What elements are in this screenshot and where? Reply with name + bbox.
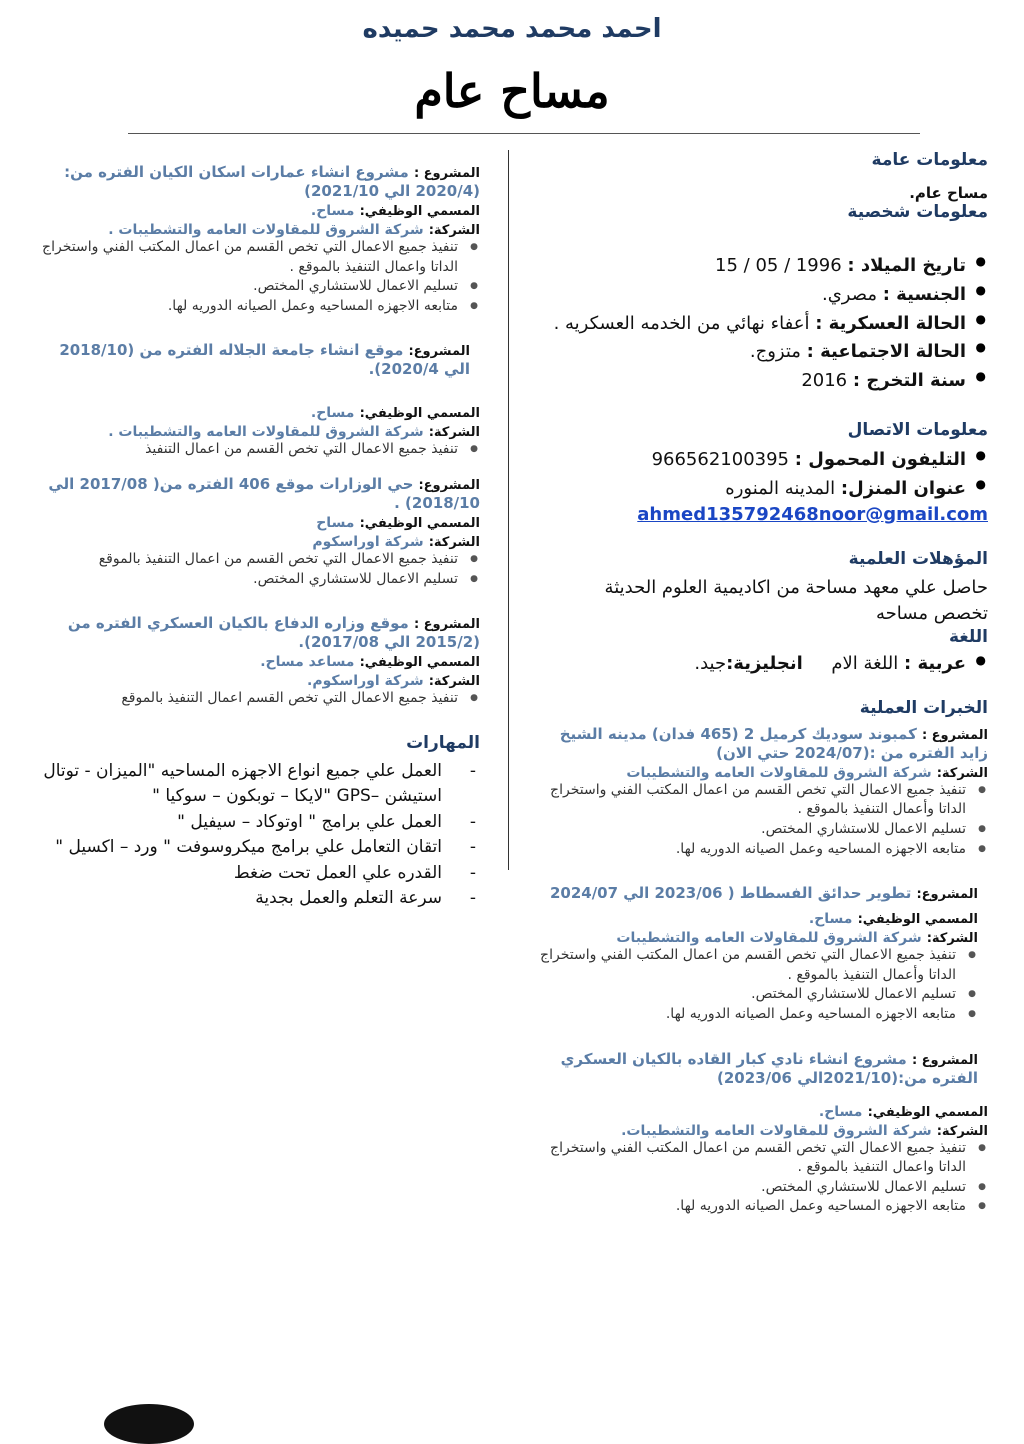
task-item: ● تنفيذ جميع الاعمال التي تخص القسم من اعمال التنفيذ بالموقع <box>40 550 480 570</box>
header-divider <box>128 133 920 134</box>
task-item: ● تسليم الاعمال للاستشاري المختص. <box>538 820 988 840</box>
language-item: ● عربية : اللغة الام انجليزية:جيد. <box>538 653 988 674</box>
language-heading: اللغة <box>948 626 988 647</box>
experience-entry: المشروع: موقع انشاء جامعة الجلاله الفتره من (2018/10 الي 2020/4). المسمي الوظيفي: مساح. الشركة: شركة الشروق للمقاولات العامه والتشطيبات . ● تنفيذ جميع الاعمال التي تخص القسم من اعمال التنفيذ <box>40 340 480 460</box>
candidate-name: احمد محمد محمد حميده <box>362 14 662 44</box>
task-item: ● تسليم الاعمال للاستشاري المختص. <box>40 277 480 297</box>
task-item: ● تسليم الاعمال للاستشاري المختص. <box>538 985 978 1005</box>
experience-entry: المشروع : مشروع انشاء عمارات اسكان الكيان الفتره من: (2020/4 الي 2021/10) المسمي الوظيفي: مساح. الشركة: شركة الشروق للمقاولات العامه والتشطيبات . ● تنفيذ جميع الاعمال التي تخص القسم من اعمال المكتب الفني واستخراج الداتا واعمال التنفيذ بالموقع . ● تسليم الاعمال للاستشاري المختص. ● متابعه الاجهزه المساحيه وعمل الصيانه الدوريه لها. <box>40 162 480 316</box>
experience-entry: المشروع: تطوير حدائق الفسطاط ( 2023/06 الي 2024/07 المسمي الوظيفي: مساح. الشركة: شركة الشروق للمقاولات العامه والتشطيبات ● تنفيذ جميع الاعمال التي تخص القسم من اعمال المكتب الفني واستخراج الداتا وأعمال التنفيذ بالموقع . ● تسليم الاعمال للاستشاري المختص. ● متابعه الاجهزه المساحيه وعمل الصيانه الدوريه لها. <box>538 883 988 1024</box>
list-item: ● الحالة العسكرية : أعفاء نهائي من الخدمه العسكريه . <box>538 310 988 339</box>
column-divider <box>508 150 509 870</box>
contact-heading: معلومات الاتصال <box>847 419 988 440</box>
personal-info-heading: معلومات شخصية <box>847 202 988 222</box>
task-item: ● متابعه الاجهزه المساحيه وعمل الصيانه الدوريه لها. <box>40 297 480 317</box>
qualifications-text: حاصل علي معهد مساحة من اكاديمية العلوم الحديثة تخصص مساحه <box>604 576 988 624</box>
list-item: - سرعة التعلم والعمل بجدية <box>40 886 480 912</box>
page-corner-shape <box>104 1404 194 1444</box>
task-item: ● تنفيذ جميع الاعمال التي تخص القسم من اعمال المكتب الفني واستخراج الداتا واعمال التنفيذ بالموقع . <box>40 238 480 277</box>
general-info-value: مساح عام. <box>909 184 988 202</box>
qualifications-heading: المؤهلات العلمية <box>848 548 988 569</box>
skills-heading: المهارات <box>406 732 480 753</box>
list-item: - القدره علي العمل تحت ضغط <box>40 861 480 887</box>
task-item: ● تنفيذ جميع الاعمال التي تخص القسم من اعمال المكتب الفني واستخراج الداتا وأعمال التنفيذ بالموقع . <box>538 781 988 820</box>
task-item: ● تنفيذ جميع الاعمال التي تخص القسم من اعمال المكتب الفني واستخراج الداتا وأعمال التنفيذ بالموقع . <box>538 946 978 985</box>
task-item: ● تسليم الاعمال للاستشاري المختص. <box>538 1178 988 1198</box>
list-item: - العمل علي برامج " اوتوكاد – سيفيل " <box>40 810 480 836</box>
skills-list <box>40 759 480 912</box>
task-item: ● متابعه الاجهزه المساحيه وعمل الصيانه الدوريه لها. <box>538 1197 988 1217</box>
email-link[interactable]: ahmed135792468noor@gmail.com <box>637 503 988 525</box>
task-item: ● متابعه الاجهزه المساحيه وعمل الصيانه الدوريه لها. <box>538 840 988 860</box>
personal-info-list <box>538 252 988 396</box>
right-column <box>538 150 988 1217</box>
list-item: - العمل علي جميع انواع الاجهزه المساحيه "الميزان - توتال استيشن –GPS "لايكا – توبكون – سوكيا " <box>40 759 480 810</box>
list-item: - اتقان التعامل علي برامج ميكروسوفت " ورد – اكسيل " <box>40 835 480 861</box>
general-info-heading: معلومات عامة <box>871 150 988 170</box>
task-item: ● متابعه الاجهزه المساحيه وعمل الصيانه الدوريه لها. <box>538 1005 978 1025</box>
contact-list <box>538 446 988 504</box>
job-title: مساح عام <box>414 64 610 118</box>
task-item: ● تنفيذ جميع الاعمال التي تخص القسم من اعمال التنفيذ <box>40 440 480 460</box>
list-item: ● عنوان المنزل: المدينه المنوره <box>538 475 988 504</box>
list-item: ● الحالة الاجتماعية : متزوج. <box>538 338 988 367</box>
list-item: ● سنة التخرج : 2016 <box>538 367 988 396</box>
experience-entry: المشروع : مشروع انشاء نادي كبار القاده بالكيان العسكري الفتره من:(2021/10الي 2023/06) المسمي الوظيفي: مساح. الشركة: شركة الشروق للمقاولات العامه والتشطيبات. ● تنفيذ جميع الاعمال التي تخص القسم من اعمال المكتب الفني واستخراج الداتا واعمال التنفيذ بالموقع . ● تسليم الاعمال للاستشاري المختص. ● متابعه الاجهزه المساحيه وعمل الصيانه الدوريه لها. <box>538 1049 988 1217</box>
task-item: ● تنفيذ جميع الاعمال التي تخص القسم من اعمال المكتب الفني واستخراج الداتا واعمال التنفيذ بالموقع . <box>538 1139 988 1178</box>
task-item: ● تسليم الاعمال للاستشاري المختص. <box>40 570 480 590</box>
left-column <box>40 162 480 912</box>
task-item: ● تنفيذ جميع الاعمال التي تخص القسم اعمال التنفيذ بالموقع <box>40 689 480 709</box>
list-item: ● التليفون المحمول : 966562100395 <box>538 446 988 475</box>
experience-entry: المشروع : موقع وزاره الدفاع بالكيان العسكري الفتره من (2015/2 الي 2017/08). المسمي الوظيفي: مساعد مساح. الشركة: شركة اوراسكوم. ● تنفيذ جميع الاعمال التي تخص القسم اعمال التنفيذ بالموقع <box>40 613 480 709</box>
experience-heading: الخبرات العملية <box>859 697 988 718</box>
experience-entry: المشروع : كمبوند سوديك كرميل 2 (465 فدان) مدينه الشيخ زايد الفتره من :(2024/07 حتي الان) الشركة: شركة الشروق للمقاولات العامه والتشطيبات ● تنفيذ جميع الاعمال التي تخص القسم من اعمال المكتب الفني واستخراج الداتا وأعمال التنفيذ بالموقع . ● تسليم الاعمال للاستشاري المختص. ● متابعه الاجهزه المساحيه وعمل الصيانه الدوريه لها. <box>538 724 988 859</box>
list-item: ● تاريخ الميلاد : 15 / 05 / 1996 <box>538 252 988 281</box>
experience-entry: المشروع: حي الوزارات موقع 406 الفتره من( 2017/08 الي 2018/10) . المسمي الوظيفي: مساح الشركة: شركة اوراسكوم ● تنفيذ جميع الاعمال التي تخص القسم من اعمال التنفيذ بالموقع ● تسليم الاعمال للاستشاري المختص. <box>40 474 480 589</box>
list-item: ● الجنسية : مصري. <box>538 281 988 310</box>
